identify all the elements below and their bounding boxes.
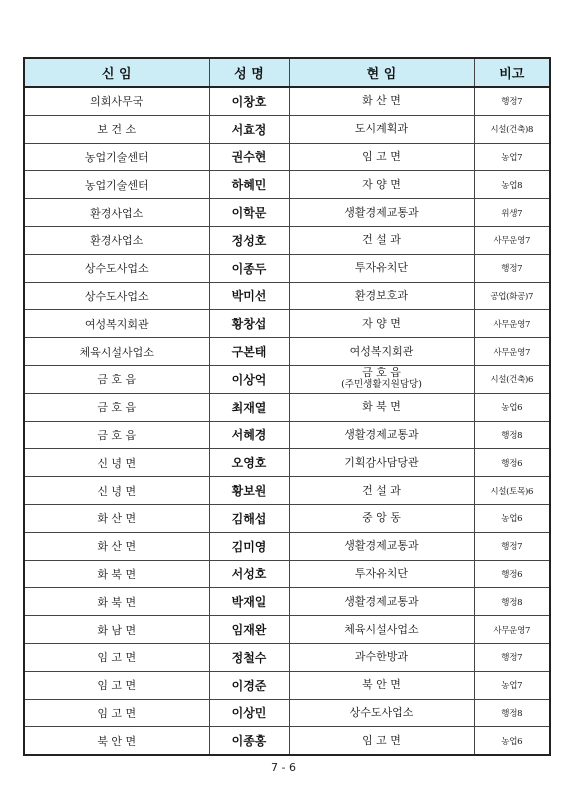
new-post-cell: 금 호 읍 bbox=[24, 393, 209, 421]
personnel-table bbox=[23, 57, 551, 756]
current-post-text: 임 고 면 bbox=[362, 733, 401, 747]
note-cell: 시설(건축)6 bbox=[474, 365, 550, 393]
current-post-cell bbox=[289, 143, 474, 171]
name-cell: 이창호 bbox=[209, 87, 289, 115]
header-current-post: 현 임 bbox=[289, 58, 474, 87]
current-post-text: 생활경제교통과 bbox=[344, 427, 419, 441]
new-post-cell: 금 호 읍 bbox=[24, 365, 209, 393]
table-header bbox=[24, 58, 550, 87]
header-note: 비고 bbox=[474, 58, 550, 87]
name-cell: 박미선 bbox=[209, 282, 289, 310]
current-post-text: 자 양 면 bbox=[362, 177, 401, 191]
current-post-text: 건 설 과 bbox=[362, 233, 401, 247]
table-row bbox=[24, 699, 550, 727]
name-cell: 임재완 bbox=[209, 616, 289, 644]
current-post-cell bbox=[289, 560, 474, 588]
table-row bbox=[24, 616, 550, 644]
name-cell: 정성호 bbox=[209, 226, 289, 254]
table-row bbox=[24, 254, 550, 282]
new-post-cell: 의회사무국 bbox=[24, 87, 209, 115]
current-post-cell bbox=[289, 643, 474, 671]
note-cell: 행정7 bbox=[474, 532, 550, 560]
name-cell: 김해섭 bbox=[209, 504, 289, 532]
current-post-cell bbox=[289, 449, 474, 477]
current-post-text: 건 설 과 bbox=[362, 483, 401, 497]
note-cell: 농업7 bbox=[474, 143, 550, 171]
current-post-text: 생활경제교통과 bbox=[344, 594, 419, 608]
note-cell: 농업7 bbox=[474, 671, 550, 699]
name-cell: 오영호 bbox=[209, 449, 289, 477]
note-cell: 사무운영7 bbox=[474, 226, 550, 254]
table-row bbox=[24, 338, 550, 366]
name-cell: 김미영 bbox=[209, 532, 289, 560]
table-row bbox=[24, 588, 550, 616]
current-post-cell bbox=[289, 171, 474, 199]
current-post-cell bbox=[289, 393, 474, 421]
note-cell: 시설(토목)6 bbox=[474, 477, 550, 505]
name-cell: 서성호 bbox=[209, 560, 289, 588]
name-cell: 정철수 bbox=[209, 643, 289, 671]
new-post-cell: 환경사업소 bbox=[24, 199, 209, 227]
new-post-cell: 임 고 면 bbox=[24, 671, 209, 699]
current-post-cell bbox=[289, 87, 474, 115]
table-row bbox=[24, 671, 550, 699]
note-cell: 행정6 bbox=[474, 560, 550, 588]
table-row bbox=[24, 504, 550, 532]
current-post-cell bbox=[289, 421, 474, 449]
current-post-text: 임 고 면 bbox=[362, 149, 401, 163]
note-cell: 행정7 bbox=[474, 87, 550, 115]
name-cell: 권수현 bbox=[209, 143, 289, 171]
current-post-text: 생활경제교통과 bbox=[344, 539, 419, 553]
current-post-cell bbox=[289, 671, 474, 699]
note-cell: 농업6 bbox=[474, 727, 550, 755]
name-cell: 최재열 bbox=[209, 393, 289, 421]
table-row bbox=[24, 199, 550, 227]
name-cell: 구본태 bbox=[209, 338, 289, 366]
current-post-cell bbox=[289, 477, 474, 505]
note-cell: 농업6 bbox=[474, 504, 550, 532]
current-post-text: 투자유치단 bbox=[354, 566, 409, 580]
current-post-cell bbox=[289, 699, 474, 727]
name-cell: 이학문 bbox=[209, 199, 289, 227]
table-row bbox=[24, 727, 550, 755]
current-post-cell bbox=[289, 282, 474, 310]
table-row bbox=[24, 449, 550, 477]
current-post-text: 여성복지회관 bbox=[349, 344, 414, 358]
name-cell: 이상억 bbox=[209, 365, 289, 393]
new-post-cell: 상수도사업소 bbox=[24, 254, 209, 282]
new-post-cell: 임 고 면 bbox=[24, 699, 209, 727]
new-post-cell: 여성복지회관 bbox=[24, 310, 209, 338]
new-post-cell: 농업기술센터 bbox=[24, 143, 209, 171]
current-post-cell bbox=[289, 338, 474, 366]
name-cell: 이종홍 bbox=[209, 727, 289, 755]
current-post-text: 도시계획과 bbox=[354, 122, 409, 136]
name-cell: 이종두 bbox=[209, 254, 289, 282]
new-post-cell: 환경사업소 bbox=[24, 226, 209, 254]
note-cell: 시설(건축)8 bbox=[474, 115, 550, 143]
note-cell: 공업(화공)7 bbox=[474, 282, 550, 310]
current-post-text: 화 산 면 bbox=[362, 94, 401, 108]
current-post-cell bbox=[289, 115, 474, 143]
note-cell: 행정7 bbox=[474, 254, 550, 282]
note-cell: 행정6 bbox=[474, 449, 550, 477]
table-row bbox=[24, 365, 550, 393]
current-post-subtext: (주민생활지원담당) bbox=[341, 379, 422, 391]
table-row bbox=[24, 643, 550, 671]
note-cell: 농업6 bbox=[474, 393, 550, 421]
table-row bbox=[24, 87, 550, 115]
current-post-cell bbox=[289, 365, 474, 393]
name-cell: 황보원 bbox=[209, 477, 289, 505]
note-cell: 사무운영7 bbox=[474, 310, 550, 338]
current-post-text: 투자유치단 bbox=[354, 261, 409, 275]
table-row bbox=[24, 226, 550, 254]
current-post-text: 중 앙 동 bbox=[362, 511, 401, 525]
name-cell: 황창섭 bbox=[209, 310, 289, 338]
new-post-cell: 화 북 면 bbox=[24, 560, 209, 588]
table-row bbox=[24, 393, 550, 421]
name-cell: 하혜민 bbox=[209, 171, 289, 199]
current-post-cell bbox=[289, 504, 474, 532]
table-row bbox=[24, 532, 550, 560]
table-row bbox=[24, 477, 550, 505]
name-cell: 서혜경 bbox=[209, 421, 289, 449]
current-post-cell bbox=[289, 254, 474, 282]
new-post-cell: 임 고 면 bbox=[24, 643, 209, 671]
current-post-text: 화 북 면 bbox=[362, 400, 401, 414]
new-post-cell: 화 산 면 bbox=[24, 532, 209, 560]
new-post-cell: 신 녕 면 bbox=[24, 449, 209, 477]
current-post-text: 체육시설사업소 bbox=[344, 622, 419, 636]
current-post-cell bbox=[289, 310, 474, 338]
new-post-cell: 상수도사업소 bbox=[24, 282, 209, 310]
new-post-cell: 체육시설사업소 bbox=[24, 338, 209, 366]
name-cell: 이상민 bbox=[209, 699, 289, 727]
current-post-text: 생활경제교통과 bbox=[344, 205, 419, 219]
note-cell: 행정8 bbox=[474, 421, 550, 449]
current-post-cell bbox=[289, 588, 474, 616]
new-post-cell: 화 산 면 bbox=[24, 504, 209, 532]
current-post-cell bbox=[289, 616, 474, 644]
note-cell: 위생7 bbox=[474, 199, 550, 227]
current-post-cell bbox=[289, 532, 474, 560]
new-post-cell: 보 건 소 bbox=[24, 115, 209, 143]
current-post-text: 자 양 면 bbox=[362, 316, 401, 330]
current-post-text: 기획감사담당관 bbox=[344, 455, 419, 469]
table-row bbox=[24, 143, 550, 171]
new-post-cell: 신 녕 면 bbox=[24, 477, 209, 505]
new-post-cell: 농업기술센터 bbox=[24, 171, 209, 199]
note-cell: 행정7 bbox=[474, 643, 550, 671]
current-post-cell bbox=[289, 199, 474, 227]
current-post-text: 북 안 면 bbox=[362, 678, 401, 692]
current-post-cell bbox=[289, 226, 474, 254]
note-cell: 행정8 bbox=[474, 588, 550, 616]
name-cell: 이경준 bbox=[209, 671, 289, 699]
name-cell: 박재일 bbox=[209, 588, 289, 616]
header-new-post: 신 임 bbox=[24, 58, 209, 87]
table-body bbox=[24, 87, 550, 755]
current-post-text: 금 호 읍 bbox=[362, 366, 401, 380]
note-cell: 행정8 bbox=[474, 699, 550, 727]
note-cell: 농업8 bbox=[474, 171, 550, 199]
note-cell: 사무운영7 bbox=[474, 616, 550, 644]
page-number: 7 - 6 bbox=[271, 761, 296, 774]
table-row bbox=[24, 171, 550, 199]
table-row bbox=[24, 421, 550, 449]
header-name: 성 명 bbox=[209, 58, 289, 87]
new-post-cell: 화 북 면 bbox=[24, 588, 209, 616]
new-post-cell: 금 호 읍 bbox=[24, 421, 209, 449]
current-post-text: 환경보호과 bbox=[354, 288, 409, 302]
note-cell: 사무운영7 bbox=[474, 338, 550, 366]
current-post-cell bbox=[289, 727, 474, 755]
name-cell: 서효정 bbox=[209, 115, 289, 143]
new-post-cell: 화 남 면 bbox=[24, 616, 209, 644]
table-row bbox=[24, 310, 550, 338]
table-row bbox=[24, 560, 550, 588]
current-post-text: 상수도사업소 bbox=[349, 705, 414, 719]
table-row bbox=[24, 115, 550, 143]
current-post-text: 과수한방과 bbox=[354, 650, 409, 664]
table-row bbox=[24, 282, 550, 310]
new-post-cell: 북 안 면 bbox=[24, 727, 209, 755]
